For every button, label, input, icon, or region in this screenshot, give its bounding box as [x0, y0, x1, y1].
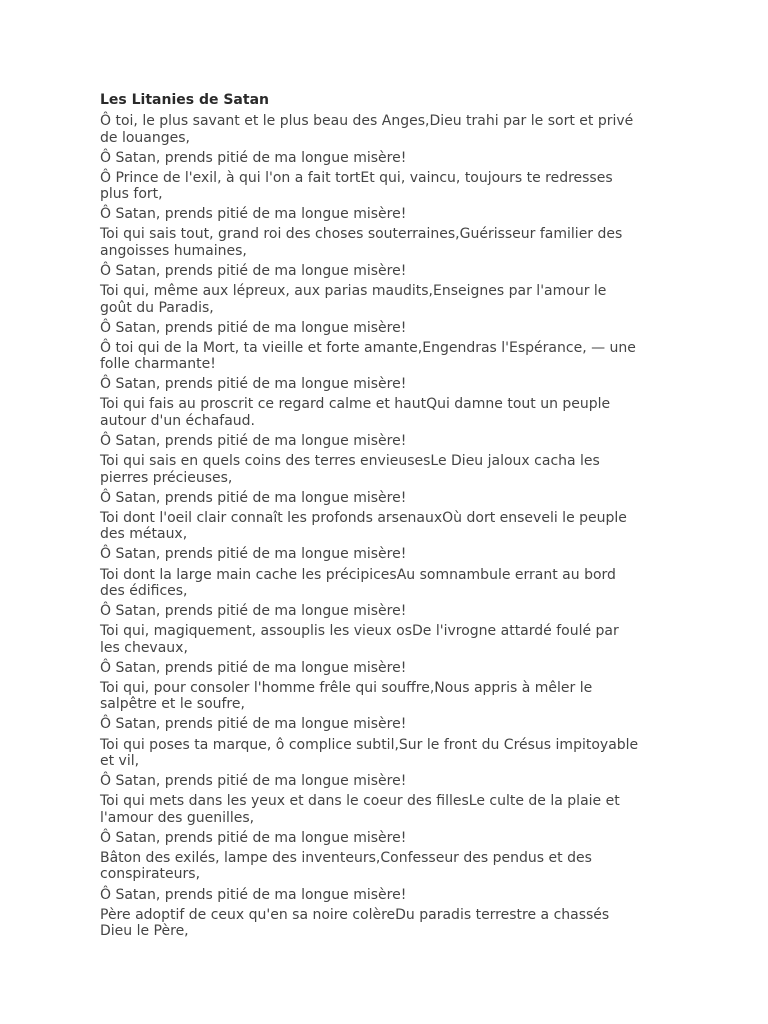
- poem-line: Toi qui, magiquement, assouplis les vieux osDe l'ivrogne attardé foulé par les chevaux,: [100, 623, 619, 656]
- poem-line: Père adoptif de ceux qu'en sa noire colèreDu paradis terrestre a chassés Dieu le Père,: [100, 906, 610, 940]
- poem-line: Bâton des exilés, lampe des inventeurs,Confesseur des pendus et des conspirateurs,: [100, 849, 592, 883]
- poem-line: Toi qui sais tout, grand roi des choses souterraines,Guérisseur familier des angoisses humaines,: [100, 226, 623, 259]
- poem-line: Ô Prince de l'exil, à qui l'on a fait tortEt qui, vaincu, toujours te redresses plus fort,: [100, 169, 613, 203]
- poem-line: Toi qui mets dans les yeux et dans le coeur des fillesLe culte de la plaie et l'amour des guenilles,: [100, 793, 620, 826]
- poem-line: Toi dont la large main cache les précipicesAu somnambule errant au bord des édifices,: [100, 566, 616, 599]
- poem-refrain: Ô Satan, prends pitié de ma longue misère!: [100, 433, 407, 450]
- poem-line: Ô toi qui de la Mort, ta vieille et forte amante,Engendras l'Espérance, — une folle charmante!: [100, 339, 636, 373]
- poem-refrain: Ô Satan, prends pitié de ma longue misère!: [100, 262, 407, 279]
- poem-line: Toi dont l'oeil clair connaît les profonds arsenauxOù dort enseveli le peuple des métaux,: [100, 509, 627, 543]
- poem-refrain: Ô Satan, prends pitié de ma longue misère!: [100, 319, 407, 336]
- poem-refrain: Ô Satan, prends pitié de ma longue misère!: [100, 659, 407, 676]
- poem-line: Toi qui fais au proscrit ce regard calme et hautQui damne tout un peuple autour d'un échafaud.: [100, 396, 611, 429]
- poem-refrain: Ô Satan, prends pitié de ma longue misère!: [100, 206, 407, 223]
- poem-refrain: Ô Satan, prends pitié de ma longue misère!: [100, 829, 407, 846]
- poem-refrain: Ô Satan, prends pitié de ma longue misère!: [100, 716, 407, 733]
- document-page: [100, 92, 640, 943]
- poem-refrain: Ô Satan, prends pitié de ma longue misère!: [100, 603, 407, 620]
- poem-refrain: Ô Satan, prends pitié de ma longue misère!: [100, 376, 407, 393]
- poem-refrain: Ô Satan, prends pitié de ma longue misère!: [100, 546, 407, 563]
- poem-refrain: Ô Satan, prends pitié de ma longue misère!: [100, 489, 407, 506]
- poem-line: Ô toi, le plus savant et le plus beau des Anges,Dieu trahi par le sort et privé de louanges,: [100, 113, 634, 146]
- document-title: Les Litanies de Satan: [100, 92, 269, 108]
- poem-refrain: Ô Satan, prends pitié de ma longue misère!: [100, 773, 407, 790]
- poem-line: Toi qui sais en quels coins des terres envieusesLe Dieu jaloux cacha les pierres précieuses,: [100, 453, 600, 486]
- poem-line: Toi qui poses ta marque, ô complice subtil,Sur le front du Crésus impitoyable et vil,: [100, 736, 639, 770]
- poem-line: Toi qui, même aux lépreux, aux parias maudits,Enseignes par l'amour le goût du Paradis,: [100, 283, 607, 316]
- poem-refrain: Ô Satan, prends pitié de ma longue misère!: [100, 886, 407, 903]
- poem-line: Toi qui, pour consoler l'homme frêle qui souffre,Nous appris à mêler le salpêtre et le soufre,: [100, 679, 593, 713]
- poem-body: [100, 113, 640, 940]
- poem-refrain: Ô Satan, prends pitié de ma longue misère!: [100, 149, 407, 166]
